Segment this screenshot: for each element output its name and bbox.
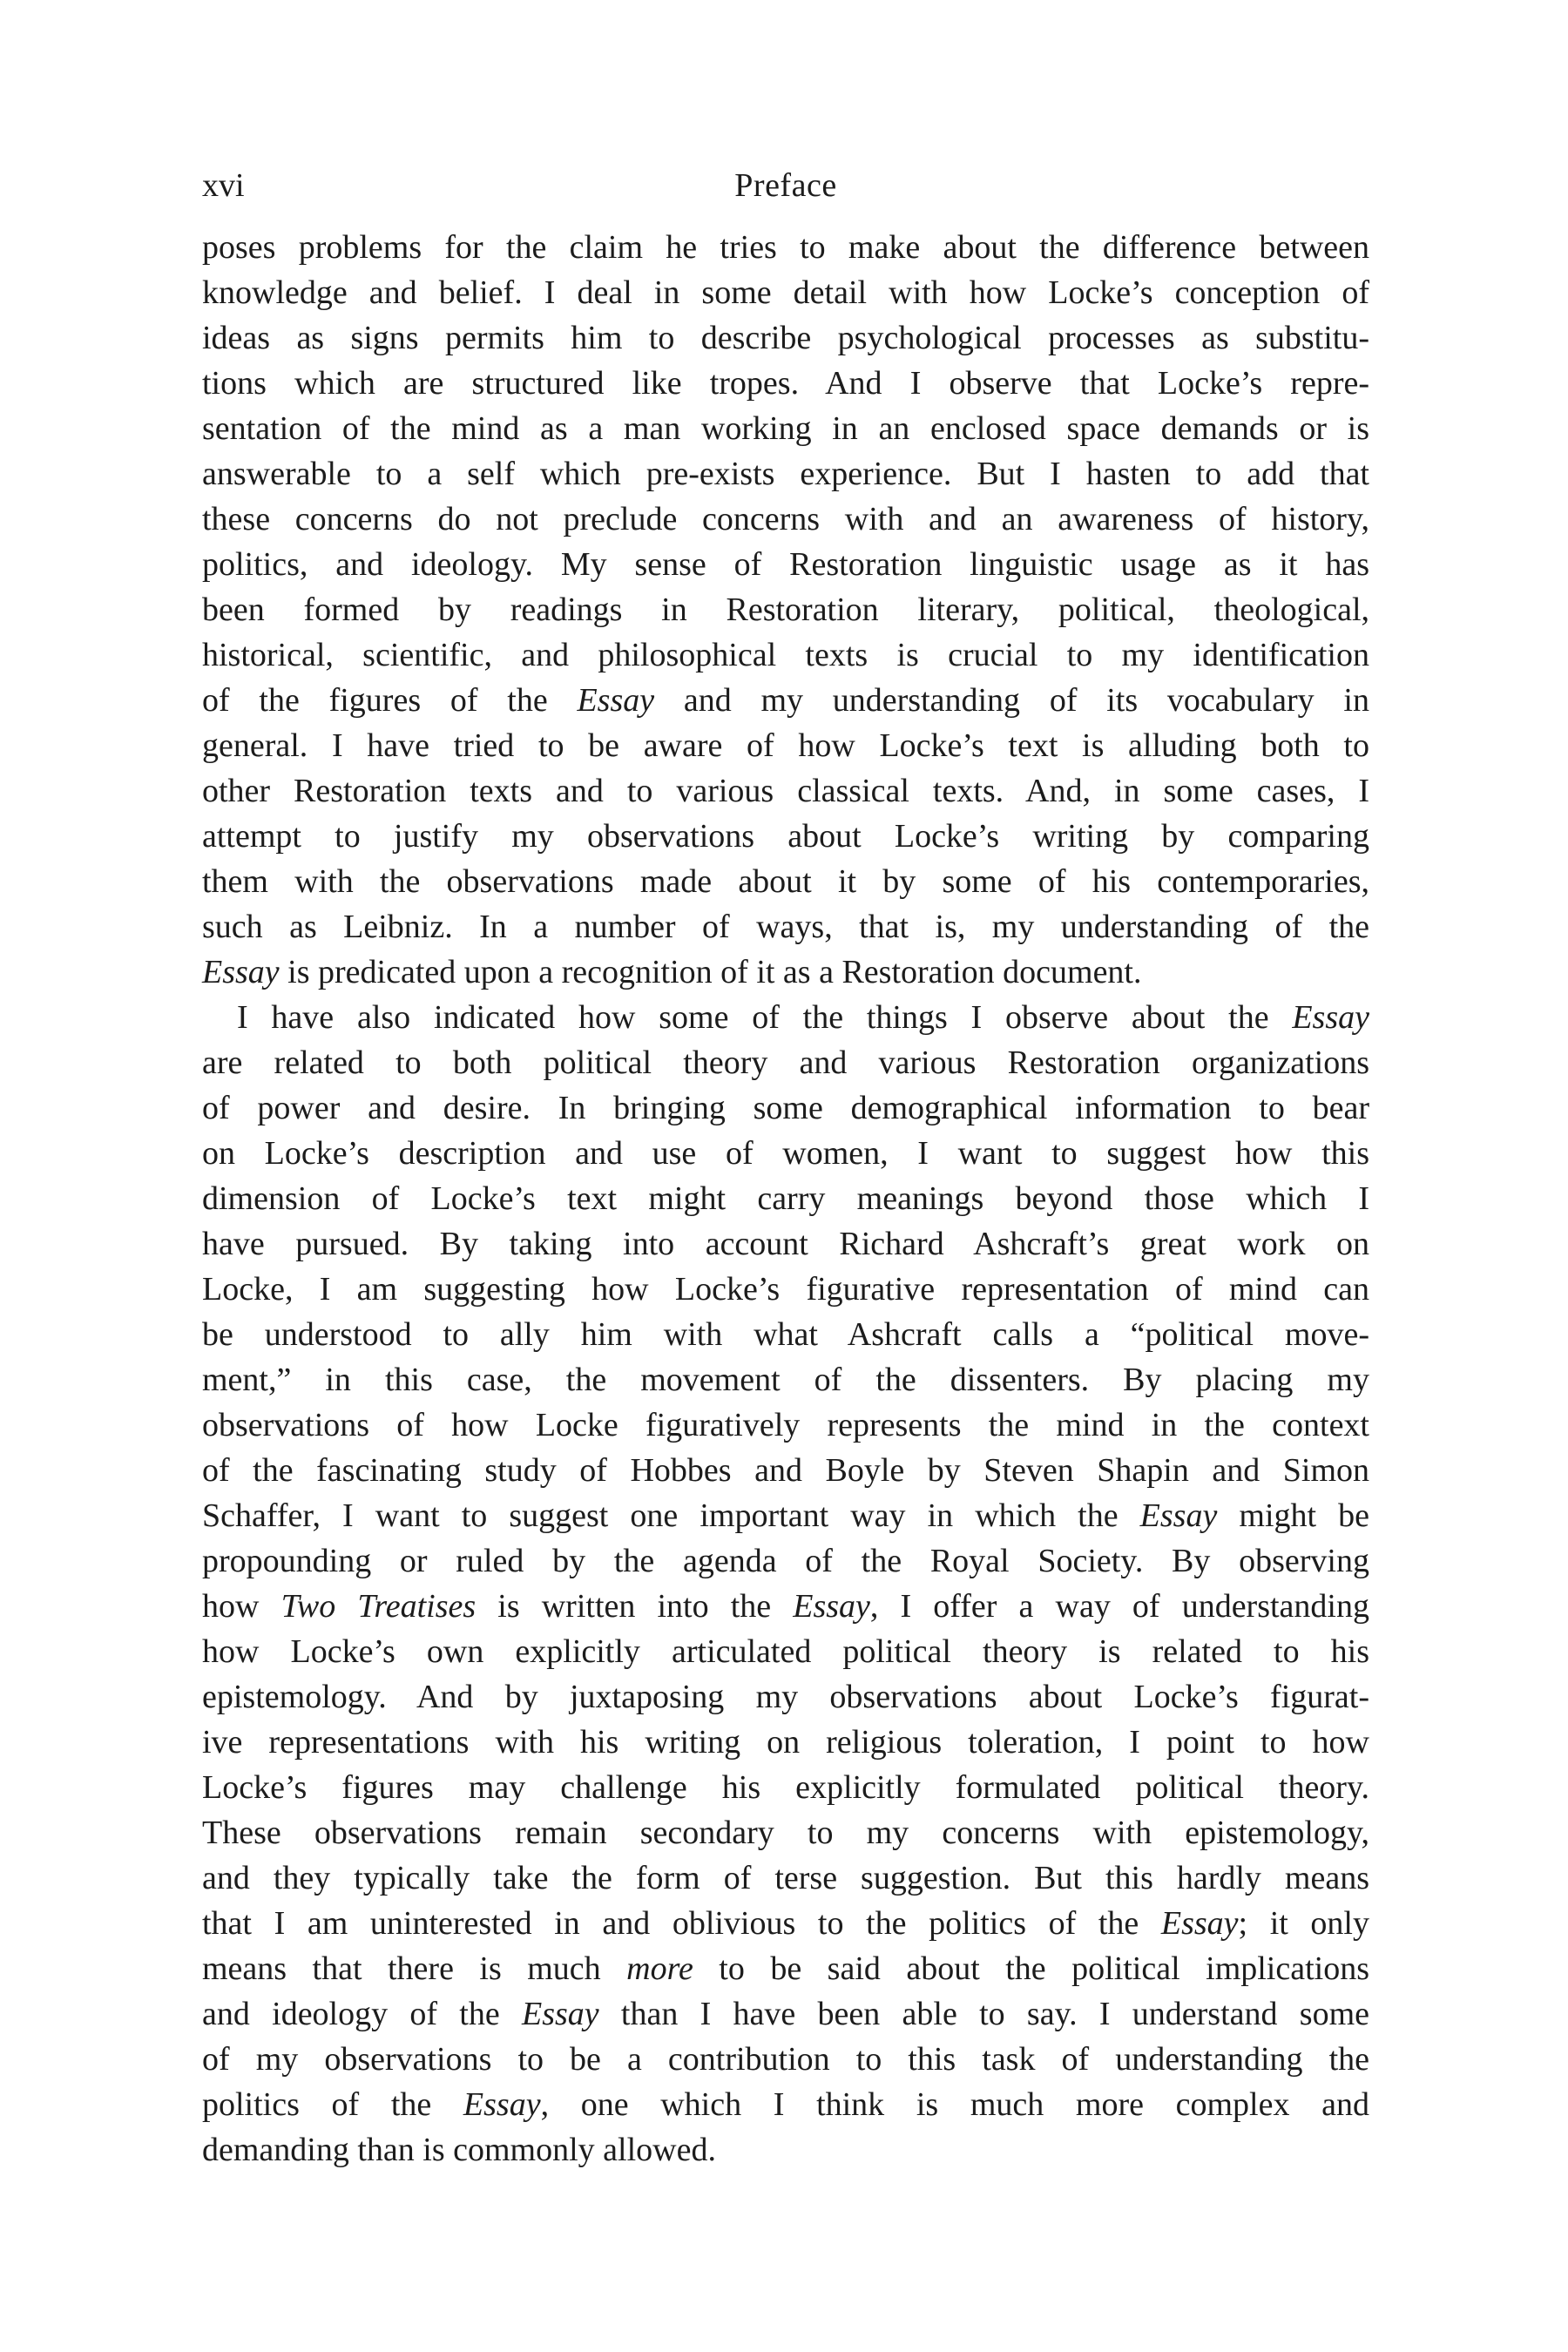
text-line — [202, 723, 1369, 768]
text-line — [202, 1131, 1369, 1176]
text-line — [202, 497, 1369, 542]
italic-text: Two Treatises — [280, 1588, 476, 1625]
text-line — [202, 678, 1369, 723]
text-run: poses problems for the claim he tries to make about the difference between — [202, 229, 1369, 266]
text-run: I have also indicated how some of the things I observe about the — [237, 999, 1293, 1036]
text-line — [202, 904, 1369, 950]
text-line — [202, 1946, 1369, 1991]
text-run: such as Leibniz. In a number of ways, that is, my understanding of the — [202, 909, 1369, 945]
text-line — [202, 451, 1369, 497]
text-line — [202, 542, 1369, 587]
text-run: These observations remain secondary to my concerns with epistemology, — [202, 1815, 1369, 1851]
text-run: and ideology of the — [202, 1996, 522, 2032]
text-run: are related to both political theory and various Restoration organizations — [202, 1044, 1369, 1081]
text-line — [202, 1267, 1369, 1312]
text-run: these concerns do not preclude concerns with and an awareness of history, — [202, 501, 1369, 537]
text-line — [202, 1312, 1369, 1357]
text-line — [202, 406, 1369, 451]
text-run: to be said about the political implications — [693, 1950, 1369, 1987]
running-head — [202, 164, 1369, 207]
text-run: how — [202, 1588, 281, 1625]
text-line — [202, 1629, 1369, 1674]
text-line — [202, 1085, 1369, 1131]
text-run: attempt to justify my observations about Locke’s writing by comparing — [202, 818, 1369, 855]
text-line — [202, 361, 1369, 406]
text-run: is predicated upon a recognition of it as a Restoration document. — [279, 954, 1142, 990]
italic-text: Essay — [1292, 999, 1369, 1036]
italic-text: Essay — [793, 1588, 870, 1625]
text-run: demanding than is commonly allowed. — [202, 2132, 716, 2168]
text-run: politics of the — [202, 2086, 463, 2123]
text-run: ideas as signs permits him to describe psychological processes as substitu- — [202, 320, 1369, 356]
text-line — [202, 1221, 1369, 1267]
text-run: dimension of Locke’s text might carry meanings beyond those which I — [202, 1180, 1369, 1217]
text-run: general. I have tried to be aware of how Locke’s text is alluding both to — [202, 727, 1369, 764]
text-run: means that there is much — [202, 1950, 627, 1987]
text-line — [202, 1720, 1369, 1765]
text-run: be understood to ally him with what Ashcraft calls a “political move- — [202, 1316, 1369, 1353]
text-run: knowledge and belief. I deal in some detail with how Locke’s conception of — [202, 274, 1369, 311]
text-run: and they typically take the form of terse suggestion. But this hardly means — [202, 1860, 1369, 1896]
text-run: , one which I think is much more complex and — [540, 2086, 1369, 2123]
text-run: might be — [1217, 1497, 1369, 1534]
page-number: xvi — [202, 167, 245, 204]
text-line — [202, 315, 1369, 361]
text-line — [202, 587, 1369, 632]
text-run: ; it only — [1238, 1905, 1369, 1942]
text-run: on Locke’s description and use of women, I want to suggest how this — [202, 1135, 1369, 1172]
italic-text: Essay — [463, 2086, 541, 2123]
text-run: is written into the — [476, 1588, 794, 1625]
text-run: answerable to a self which pre-exists experience. But I hasten to add that — [202, 456, 1369, 492]
text-line — [202, 1176, 1369, 1221]
text-line — [202, 225, 1369, 270]
text-line — [202, 1810, 1369, 1855]
text-line — [202, 1674, 1369, 1720]
text-run: have pursued. By taking into account Richard Ashcraft’s great work on — [202, 1226, 1369, 1262]
text-run: ment,” in this case, the movement of the dissenters. By placing my — [202, 1362, 1369, 1398]
text-run: politics, and ideology. My sense of Restoration linguistic usage as it has — [202, 546, 1369, 583]
text-line — [202, 1493, 1369, 1538]
text-line — [202, 1991, 1369, 2037]
text-line — [202, 1402, 1369, 1448]
text-line — [202, 632, 1369, 678]
body-text — [202, 225, 1369, 2173]
text-run: other Restoration texts and to various classical texts. And, in some cases, I — [202, 773, 1369, 809]
text-run: Schaffer, I want to suggest one important way in which the — [202, 1497, 1140, 1534]
text-run: that I am uninterested in and oblivious to the politics of the — [202, 1905, 1161, 1942]
text-line — [202, 2037, 1369, 2082]
text-run: tions which are structured like tropes. And I observe that Locke’s repre- — [202, 365, 1369, 402]
text-line — [202, 1448, 1369, 1493]
text-line — [202, 2082, 1369, 2127]
text-run: , I offer a way of understanding — [869, 1588, 1369, 1625]
text-run: been formed by readings in Restoration literary, political, theological, — [202, 591, 1369, 628]
text-line — [202, 859, 1369, 904]
text-line — [202, 1901, 1369, 1946]
text-run: Locke, I am suggesting how Locke’s figurative representation of mind can — [202, 1271, 1369, 1308]
text-run: and my understanding of its vocabulary in — [654, 682, 1369, 719]
text-run: of power and desire. In bringing some demographical information to bear — [202, 1090, 1369, 1126]
text-line — [202, 1765, 1369, 1810]
italic-text: Essay — [1160, 1905, 1239, 1942]
paragraph — [202, 225, 1369, 995]
italic-text: Essay — [522, 1996, 599, 2032]
text-line — [202, 1357, 1369, 1402]
text-line — [202, 270, 1369, 315]
text-run: ive representations with his writing on religious toleration, I point to how — [202, 1724, 1369, 1761]
text-run: propounding or ruled by the agenda of the Royal Society. By observing — [202, 1543, 1369, 1579]
text-line — [202, 2127, 1369, 2173]
text-run: them with the observations made about it by some of his contemporaries, — [202, 863, 1369, 900]
text-line — [202, 814, 1369, 859]
italic-text: Essay — [1139, 1497, 1218, 1534]
text-line — [202, 950, 1369, 995]
text-run: of my observations to be a contribution to this task of understanding the — [202, 2041, 1369, 2078]
text-line — [202, 1538, 1369, 1584]
text-run: of the fascinating study of Hobbes and Boyle by Steven Shapin and Simon — [202, 1452, 1369, 1489]
text-run: epistemology. And by juxtaposing my observations about Locke’s figurat- — [202, 1679, 1369, 1715]
text-line — [202, 768, 1369, 814]
italic-text: more — [626, 1950, 693, 1987]
paragraph — [202, 995, 1369, 2173]
text-line — [202, 1040, 1369, 1085]
text-line — [202, 1584, 1369, 1629]
text-run: than I have been able to say. I understand some — [598, 1996, 1369, 2032]
text-line — [202, 995, 1369, 1040]
italic-text: Essay — [577, 682, 655, 719]
italic-text: Essay — [202, 954, 280, 990]
text-run: of the figures of the — [202, 682, 578, 719]
running-head-title: Preface — [734, 167, 837, 204]
text-run: historical, scientific, and philosophical texts is crucial to my identification — [202, 637, 1369, 673]
text-run: sentation of the mind as a man working in an enclosed space demands or is — [202, 410, 1369, 447]
text-run: Locke’s figures may challenge his explicitly formulated political theory. — [202, 1769, 1369, 1806]
text-run: observations of how Locke figuratively represents the mind in the context — [202, 1407, 1369, 1443]
text-line — [202, 1855, 1369, 1901]
text-run: how Locke’s own explicitly articulated political theory is related to his — [202, 1633, 1369, 1670]
